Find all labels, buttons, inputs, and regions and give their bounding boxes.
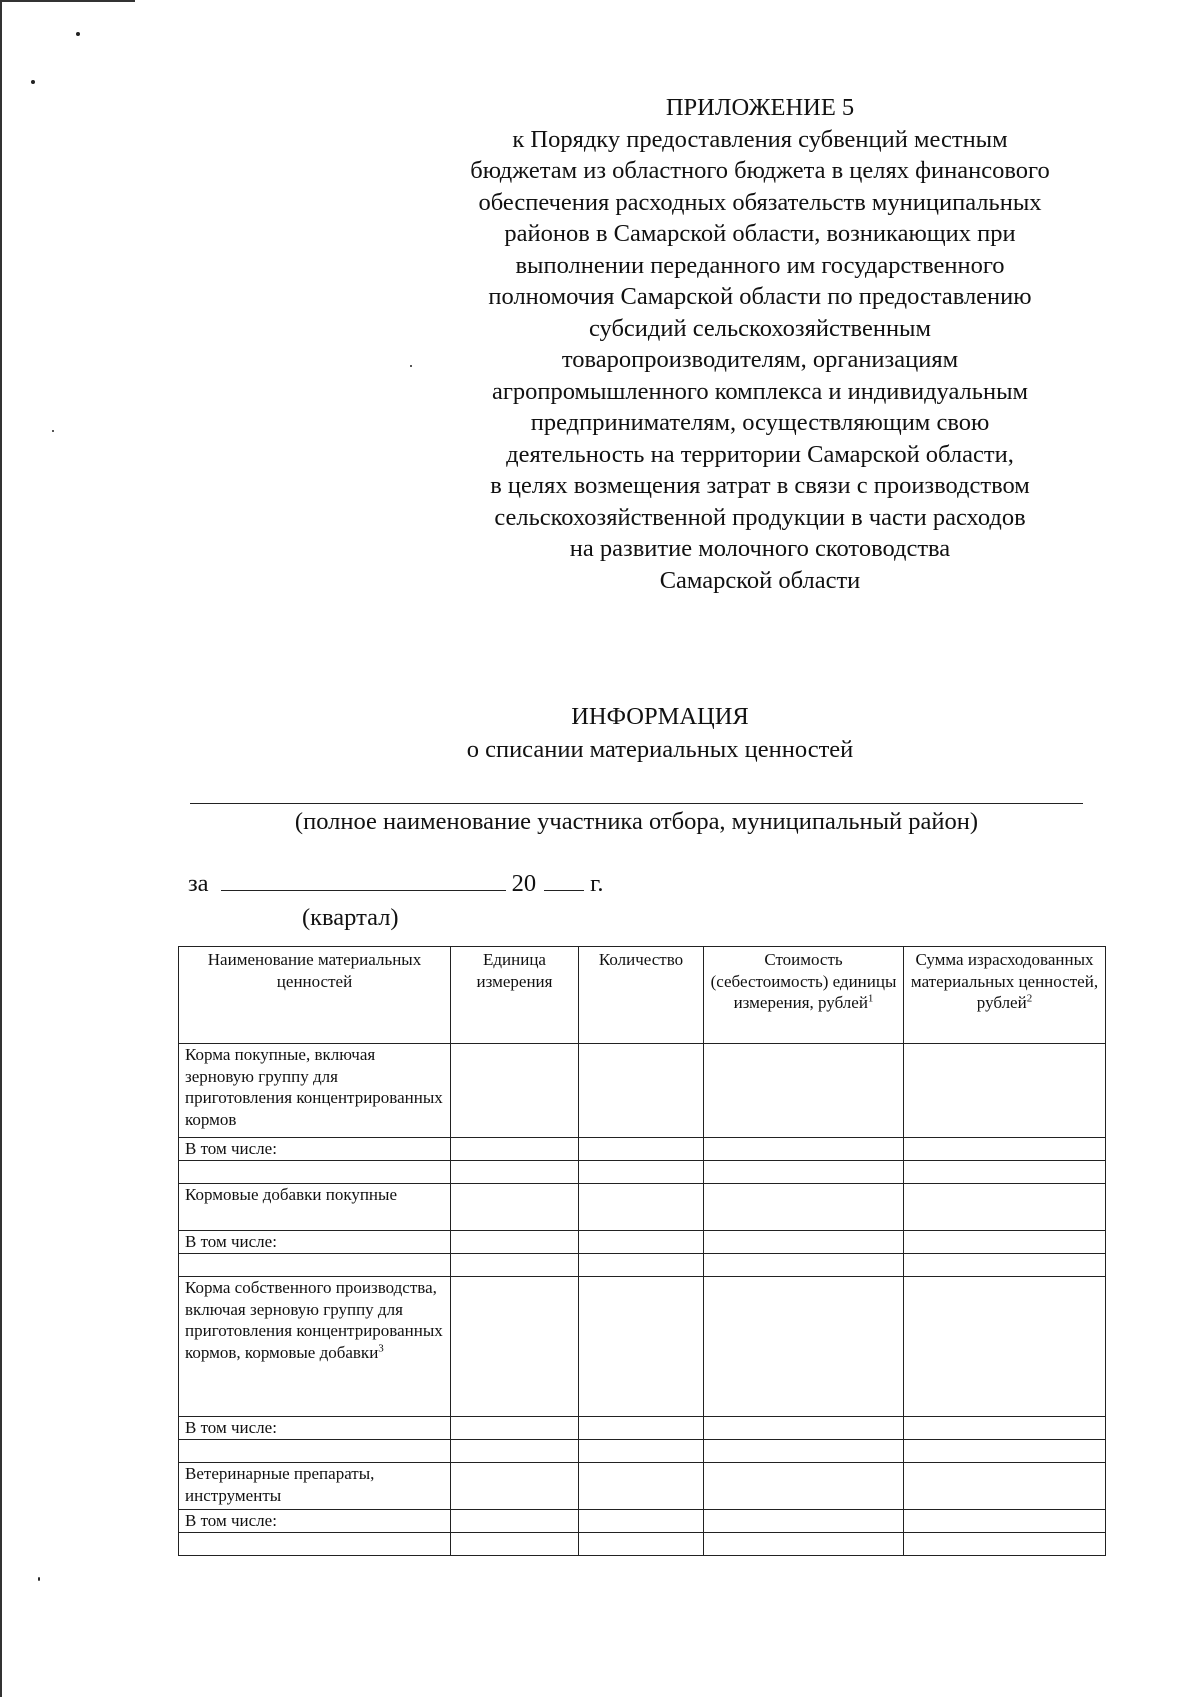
total-cell[interactable] bbox=[904, 1417, 1106, 1440]
unit-cost-cell[interactable] bbox=[704, 1510, 904, 1533]
appendix-title: ПРИЛОЖЕНИЕ 5 bbox=[665, 94, 855, 121]
column-header bbox=[451, 947, 579, 1044]
unit-cell[interactable] bbox=[451, 1231, 579, 1254]
row-label[interactable] bbox=[179, 1254, 451, 1277]
quantity-cell[interactable] bbox=[579, 1440, 704, 1463]
row-label[interactable] bbox=[179, 1161, 451, 1184]
total-cell[interactable] bbox=[904, 1533, 1106, 1556]
row-label bbox=[179, 1184, 451, 1231]
participant-name-line[interactable] bbox=[190, 803, 1083, 804]
unit-cost-cell[interactable] bbox=[704, 1044, 904, 1138]
unit-cell[interactable] bbox=[451, 1510, 579, 1533]
appendix-line: Самарской области bbox=[659, 566, 861, 594]
unit-cost-cell[interactable] bbox=[704, 1161, 904, 1184]
appendix-line: на развитие молочного скотоводства bbox=[569, 535, 951, 562]
appendix-line: предпринимателям, осуществляющим свою bbox=[530, 409, 990, 436]
row-label-text: В том числе: bbox=[185, 1418, 277, 1437]
row-label-text: Корма собственного производства, включая зерновую группу для приготовления концентрированных кормов, кормовые добавки bbox=[185, 1278, 443, 1362]
year-blank[interactable] bbox=[544, 868, 584, 891]
row-label-text: Корма покупные, включая зерновую группу для приготовления концентрированных кормов bbox=[185, 1045, 443, 1129]
scan-speck bbox=[52, 430, 54, 432]
unit-cost-cell[interactable] bbox=[704, 1277, 904, 1417]
row-label bbox=[179, 1138, 451, 1161]
quantity-cell[interactable] bbox=[579, 1161, 704, 1184]
document-subtitle: о списании материальных ценностей bbox=[466, 736, 854, 763]
total-cell[interactable] bbox=[904, 1277, 1106, 1417]
column-header bbox=[704, 947, 904, 1044]
appendix-line: бюджетам из областного бюджета в целях финансового bbox=[470, 157, 1050, 184]
row-label bbox=[179, 1417, 451, 1440]
row-label bbox=[179, 1277, 451, 1417]
unit-cost-cell[interactable] bbox=[704, 1417, 904, 1440]
unit-cell[interactable] bbox=[451, 1440, 579, 1463]
unit-cost-cell[interactable] bbox=[704, 1184, 904, 1231]
table-row bbox=[179, 1277, 1106, 1417]
column-header bbox=[904, 947, 1106, 1044]
quantity-cell[interactable] bbox=[579, 1510, 704, 1533]
footnote-mark: 3 bbox=[378, 1341, 384, 1354]
row-label bbox=[179, 1463, 451, 1510]
total-cell[interactable] bbox=[904, 1231, 1106, 1254]
row-label-text: В том числе: bbox=[185, 1139, 277, 1158]
appendix-line: субсидий сельскохозяйственным bbox=[588, 314, 932, 342]
period-line bbox=[188, 868, 603, 899]
quantity-cell[interactable] bbox=[579, 1463, 704, 1510]
unit-cost-cell[interactable] bbox=[704, 1254, 904, 1277]
quantity-cell[interactable] bbox=[579, 1533, 704, 1556]
unit-cell[interactable] bbox=[451, 1044, 579, 1138]
scan-speck bbox=[76, 32, 80, 36]
row-label-text: В том числе: bbox=[185, 1511, 277, 1530]
scan-speck bbox=[31, 80, 35, 84]
column-header-text: Стоимость (себестоимость) единицы измерения, рублей bbox=[710, 950, 897, 1012]
document-title: ИНФОРМАЦИЯ bbox=[571, 703, 749, 730]
row-label[interactable] bbox=[179, 1533, 451, 1556]
unit-cell[interactable] bbox=[451, 1161, 579, 1184]
footnote-mark: 2 bbox=[1026, 992, 1033, 1005]
row-label bbox=[179, 1231, 451, 1254]
unit-cell[interactable] bbox=[451, 1417, 579, 1440]
appendix-line: к Порядку предоставления субвенций местным bbox=[512, 125, 1008, 153]
row-label-text: Кормовые добавки покупные bbox=[185, 1185, 397, 1204]
appendix-block bbox=[420, 92, 1100, 596]
appendix-line: районов в Самарской области, возникающих при bbox=[504, 220, 1016, 247]
column-header bbox=[579, 947, 704, 1044]
quantity-cell[interactable] bbox=[579, 1417, 704, 1440]
year-prefix: 20 bbox=[511, 870, 537, 897]
unit-cell[interactable] bbox=[451, 1254, 579, 1277]
unit-cost-cell[interactable] bbox=[704, 1138, 904, 1161]
quarter-caption: (квартал) bbox=[302, 904, 399, 931]
column-header-text: Сумма израсходованных материальных ценностей, рублей bbox=[910, 950, 1099, 1012]
scan-edge-top bbox=[0, 0, 135, 2]
total-cell[interactable] bbox=[904, 1463, 1106, 1510]
total-cell[interactable] bbox=[904, 1161, 1106, 1184]
footnote-mark: 1 bbox=[867, 992, 874, 1005]
table-row bbox=[179, 1231, 1106, 1254]
column-header-text: Количество bbox=[598, 950, 684, 969]
table-row bbox=[179, 1138, 1106, 1161]
unit-cost-cell[interactable] bbox=[704, 1440, 904, 1463]
appendix-line: сельскохозяйственной продукции в части расходов bbox=[494, 503, 1026, 531]
table-row bbox=[179, 1510, 1106, 1533]
year-suffix: г. bbox=[590, 870, 604, 897]
quantity-cell[interactable] bbox=[579, 1138, 704, 1161]
appendix-line: деятельность на территории Самарской области, bbox=[506, 440, 1014, 468]
appendix-line: товаропроизводителям, организациям bbox=[561, 346, 959, 373]
table-row bbox=[179, 1417, 1106, 1440]
total-cell[interactable] bbox=[904, 1138, 1106, 1161]
unit-cell[interactable] bbox=[451, 1463, 579, 1510]
document-heading bbox=[400, 700, 920, 766]
appendix-line: агропромышленного комплекса и индивидуальным bbox=[491, 377, 1029, 405]
total-cell[interactable] bbox=[904, 1254, 1106, 1277]
column-header-text: Наименование материальных ценностей bbox=[207, 950, 422, 991]
write-off-table bbox=[178, 946, 1106, 1556]
row-label-text: Ветеринарные препараты, инструменты bbox=[185, 1464, 375, 1505]
appendix-line: в целях возмещения затрат в связи с производством bbox=[490, 472, 1030, 499]
quantity-cell[interactable] bbox=[579, 1044, 704, 1138]
column-header-text: Единица измерения bbox=[476, 950, 553, 991]
table-row bbox=[179, 1533, 1106, 1556]
column-header bbox=[179, 947, 451, 1044]
table-row bbox=[179, 1440, 1106, 1463]
scan-speck bbox=[38, 1577, 40, 1581]
row-label bbox=[179, 1510, 451, 1533]
table-row bbox=[179, 1044, 1106, 1138]
total-cell[interactable] bbox=[904, 1510, 1106, 1533]
unit-cell[interactable] bbox=[451, 1533, 579, 1556]
scan-speck bbox=[410, 365, 412, 367]
total-cell[interactable] bbox=[904, 1440, 1106, 1463]
total-cell[interactable] bbox=[904, 1044, 1106, 1138]
appendix-line: полномочия Самарской области по предоставлению bbox=[488, 283, 1032, 310]
unit-cell[interactable] bbox=[451, 1184, 579, 1231]
unit-cost-cell[interactable] bbox=[704, 1231, 904, 1254]
quantity-cell[interactable] bbox=[579, 1184, 704, 1231]
unit-cell[interactable] bbox=[451, 1138, 579, 1161]
table-row bbox=[179, 1161, 1106, 1184]
unit-cost-cell[interactable] bbox=[704, 1463, 904, 1510]
total-cell[interactable] bbox=[904, 1184, 1106, 1231]
scan-edge-left bbox=[0, 0, 2, 1697]
table-header-row bbox=[179, 947, 1106, 1044]
quarter-blank[interactable] bbox=[221, 868, 506, 891]
table-row bbox=[179, 1254, 1106, 1277]
unit-cost-cell[interactable] bbox=[704, 1533, 904, 1556]
table-row bbox=[179, 1463, 1106, 1510]
row-label-text: В том числе: bbox=[185, 1232, 277, 1251]
appendix-line: обеспечения расходных обязательств муниципальных bbox=[478, 188, 1042, 216]
quantity-cell[interactable] bbox=[579, 1254, 704, 1277]
participant-caption: (полное наименование участника отбора, муниципальный район) bbox=[294, 808, 979, 835]
row-label bbox=[179, 1044, 451, 1138]
appendix-line: выполнении переданного им государственного bbox=[515, 251, 1005, 279]
row-label[interactable] bbox=[179, 1440, 451, 1463]
quantity-cell[interactable] bbox=[579, 1277, 704, 1417]
period-prefix: за bbox=[188, 870, 209, 897]
quantity-cell[interactable] bbox=[579, 1231, 704, 1254]
unit-cell[interactable] bbox=[451, 1277, 579, 1417]
table-row bbox=[179, 1184, 1106, 1231]
